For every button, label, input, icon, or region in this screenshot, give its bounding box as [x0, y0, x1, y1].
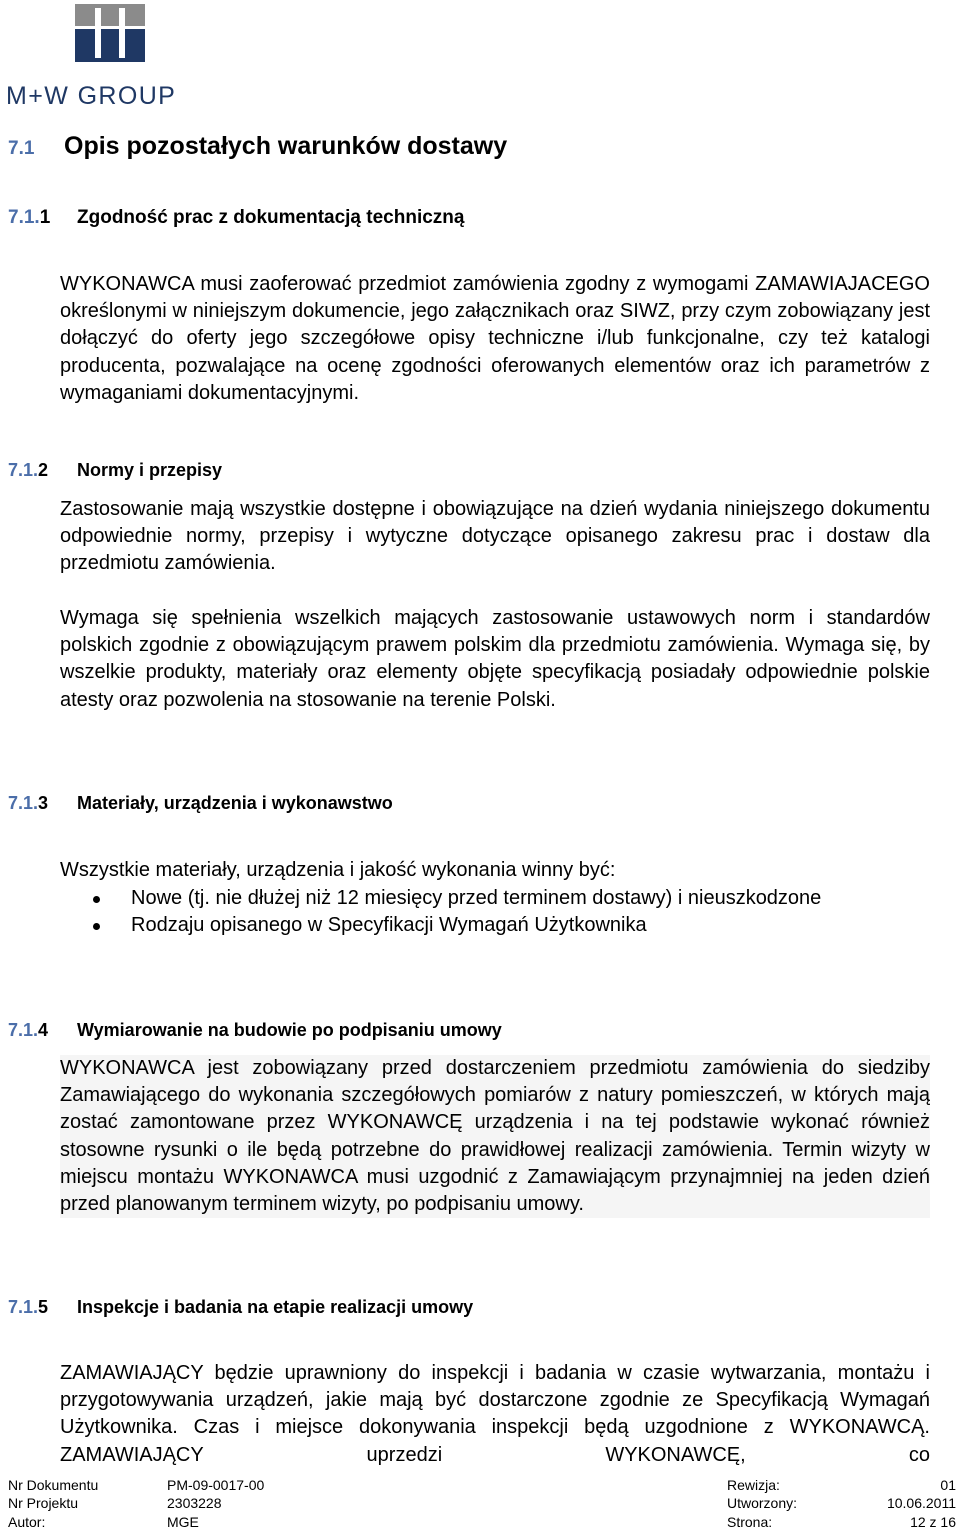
footer-label: Autor:	[8, 1513, 46, 1530]
bullet-icon	[93, 896, 100, 903]
subsection-title: Inspekcje i badania na etapie realizacji umowy	[77, 1297, 474, 1317]
paragraph: WYKONAWCA musi zaoferować przedmiot zamówienia zgodny z wymogami ZAMAWIAJACEGO określonymi w niniejszym dokumencie, jego załącznikach oraz SIWZ, przy czym zobowiązany jest dołączyć do oferty jego szczegółowe opisy techniczne i/lub funkcjonalne, czy też katalogi producenta, pozwalające na ocenę zgodności oferowanych elementów oraz ich parametrów z wymaganiami dokumentacyjnymi.	[60, 273, 930, 404]
subsection-title: Normy i przepisy	[77, 460, 223, 480]
company-logo-text: M+W GROUP	[6, 82, 177, 110]
paragraph: ZAMAWIAJĄCY będzie uprawniony do inspekcji i badania w czasie wytwarzania, montażu i przygotowywania urządzeń, jakie mają być dostarczone zgodnie ze Specyfikacją Wymagań Użytkownika. Czas i miejsce dokonywania inspekcji będą uzgodnione z WYKONAWCĄ. ZAMAWIAJĄCY uprzedzi WYKONAWCĘ, co	[60, 1362, 930, 1466]
document-footer	[0, 1476, 960, 1531]
subsection-heading: 7.1.2 Normy i przepisy	[8, 460, 223, 480]
footer-value: 2303228	[167, 1495, 222, 1512]
list-item: Rodzaju opisanego w Specyfikacji Wymagań Użytkownika	[60, 912, 930, 939]
subsection-title: Wymiarowanie na budowie po podpisaniu umowy	[77, 1020, 502, 1040]
bullet-icon	[93, 923, 100, 930]
section-heading	[8, 132, 507, 161]
subsection-heading: 7.1.3 Materiały, urządzenia i wykonawstwo	[8, 793, 393, 813]
section-title: Opis pozostałych warunków dostawy	[64, 132, 508, 160]
footer-row	[0, 1513, 960, 1531]
section-number: 7.1	[8, 138, 35, 159]
footer-label: Strona:	[727, 1513, 773, 1530]
list-item: Nowe (tj. nie dłużej niż 12 miesięcy przed terminem dostawy) i nieuszkodzone	[60, 885, 930, 912]
list-intro: Wszystkie materiały, urządzenia i jakość wykonania winny być:	[60, 859, 616, 881]
footer-value: 10.06.2011	[886, 1495, 956, 1512]
footer-value: MGE	[167, 1513, 199, 1530]
footer-label: Rewizja:	[727, 1477, 780, 1493]
paragraph: Wymaga się spełnienia wszelkich mających zastosowanie ustawowych norm i standardów polskich zgodnie z obowiązującym prawem polskim dla przedmiotu zamówienia. Wymaga się, by wszelkie produkty, materiały oraz elementy objęte specyfikacją posiadały odpowiednie polskie atesty oraz pozwolenia na stosowanie na terenie Polski.	[60, 607, 930, 711]
paragraph: WYKONAWCA jest zobowiązany przed dostarczeniem przedmiotu zamówienia do siedziby Zamawiającego do wykonania szczegółowych pomiarów z natury pomieszczeń, w których mają zostać zamontowane przez WYKONAWCĘ urządzenia i na tej podstawie wykonać również stosowne rysunki o ile będą potrzebne do prawidłowej realizacji zamówienia. Termin wizyty w miejscu montażu WYKONAWCA musi uzgodnić z Zamawiającym przynajmniej na jeden dzień przed planowanym terminem wizyty, po podpisaniu umowy.	[60, 1055, 930, 1218]
subsection-heading: 7.1.5 Inspekcje i badania na etapie realizacji umowy	[8, 1297, 474, 1317]
footer-value: PM-09-0017-00	[167, 1477, 265, 1493]
subsection-title: Zgodność prac z dokumentacją techniczną	[77, 207, 465, 228]
footer-label: Nr Dokumentu	[8, 1477, 99, 1493]
footer-label: Utworzony:	[727, 1495, 798, 1512]
footer-row	[0, 1476, 960, 1494]
subsection-title: Materiały, urządzenia i wykonawstwo	[77, 793, 393, 813]
subsection-heading: 7.1.1 Zgodność prac z dokumentacją techniczną	[8, 207, 465, 228]
footer-value: 12 z 16	[910, 1513, 956, 1530]
company-logo-mark	[75, 4, 145, 62]
footer-value: 01	[940, 1477, 956, 1493]
requirements-list	[60, 885, 930, 939]
footer-label: Nr Projektu	[8, 1495, 79, 1512]
subsection-heading: 7.1.4 Wymiarowanie na budowie po podpisaniu umowy	[8, 1020, 502, 1040]
paragraph: Zastosowanie mają wszystkie dostępne i obowiązujące na dzień wydania niniejszego dokumentu odpowiednie normy, przepisy i wytyczne dotyczące opisanego zakresu prac i dostaw dla przedmiotu zamówienia.	[60, 498, 930, 575]
footer-row	[0, 1494, 960, 1512]
